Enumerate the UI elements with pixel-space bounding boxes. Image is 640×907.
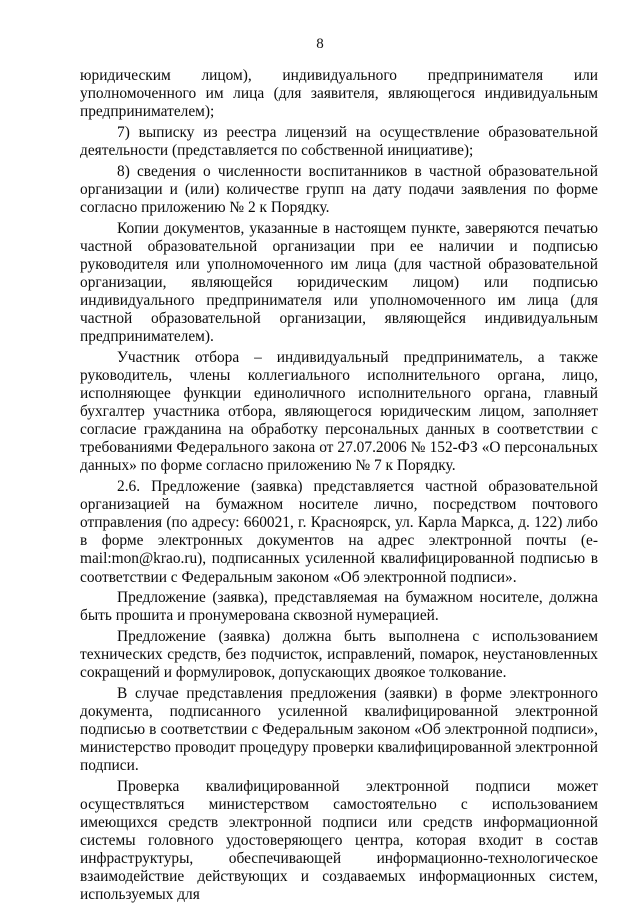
paragraph: 2.6. Предложение (заявка) представляется частной образовательной организацией на бумажном носителе лично, посредством почтового отправления (по адресу: 660021, г. Красноярск, ул. Карла Маркса, д. 122) либо в форме электронных документов на адрес электронной почты (e-mail:mon@krao.ru), подписанных усиленной квалифицированной подписью в соответствии с Федеральным законом «Об электронной подписи». bbox=[80, 478, 598, 586]
paragraph: Предложение (заявка) должна быть выполнена с использованием технических средств, без подчисток, исправлений, помарок, неустановленных сокращений и формулировок, допускающих двоякое толкование. bbox=[80, 627, 598, 682]
document-body bbox=[80, 67, 598, 907]
page-number: 8 bbox=[316, 36, 324, 52]
paragraph: Участник отбора – индивидуальный предприниматель, а также руководитель, члены коллегиального исполнительного органа, лицо, исполняющее функции единоличного исполнительного органа, главный бухгалтер участника отбора, являющегося юридическим лицом, заполняет согласие гражданина на обработку персональных данных в соответствии с требованиями Федерального закона от 27.07.2006 № 152-ФЗ «О персональных данных» по форме согласно приложению № 7 к Порядку. bbox=[80, 348, 598, 475]
paragraph: 7) выписку из реестра лицензий на осуществление образовательной деятельности (представляется по собственной инициативе); bbox=[80, 123, 598, 159]
paragraph: Проверка квалифицированной электронной подписи может осуществляться министерством самостоятельно с использованием имеющихся средств электронной подписи или средств информационной системы головного удостоверяющего центра, которая входит в состав инфраструктуры, обеспечивающей информационно-технологическое взаимодействие действующих и создаваемых информационных систем, используемых для bbox=[80, 777, 598, 904]
paragraph: Копии документов, указанные в настоящем пункте, заверяются печатью частной образовательной организации при ее наличии и подписью руководителя или уполномоченного им лица (для частной образовательной организации, являющейся юридическим лицом) или подписью индивидуального предпринимателя или уполномоченного им лица (для частной образовательной организации, являющейся индивидуальным предпринимателем). bbox=[80, 219, 598, 346]
paragraph: 8) сведения о численности воспитанников в частной образовательной организации и (или) количестве групп на дату подачи заявления по форме согласно приложению № 2 к Порядку. bbox=[80, 162, 598, 216]
paragraph: В случае представления предложения (заявки) в форме электронного документа, подписанного усиленной квалифицированной электронной подписью в соответствии с Федеральным законом «Об электронной подписи», министерство проводит процедуру проверки квалифицированной электронной подписи. bbox=[80, 684, 598, 775]
paragraph: Предложение (заявка), представляемая на бумажном носителе, должна быть прошита и пронумерована сквозной нумерацией. bbox=[80, 589, 598, 625]
paragraph: юридическим лицом), индивидуального предпринимателя или уполномоченного им лица (для заявителя, являющегося индивидуальным предпринимателем); bbox=[80, 67, 598, 121]
